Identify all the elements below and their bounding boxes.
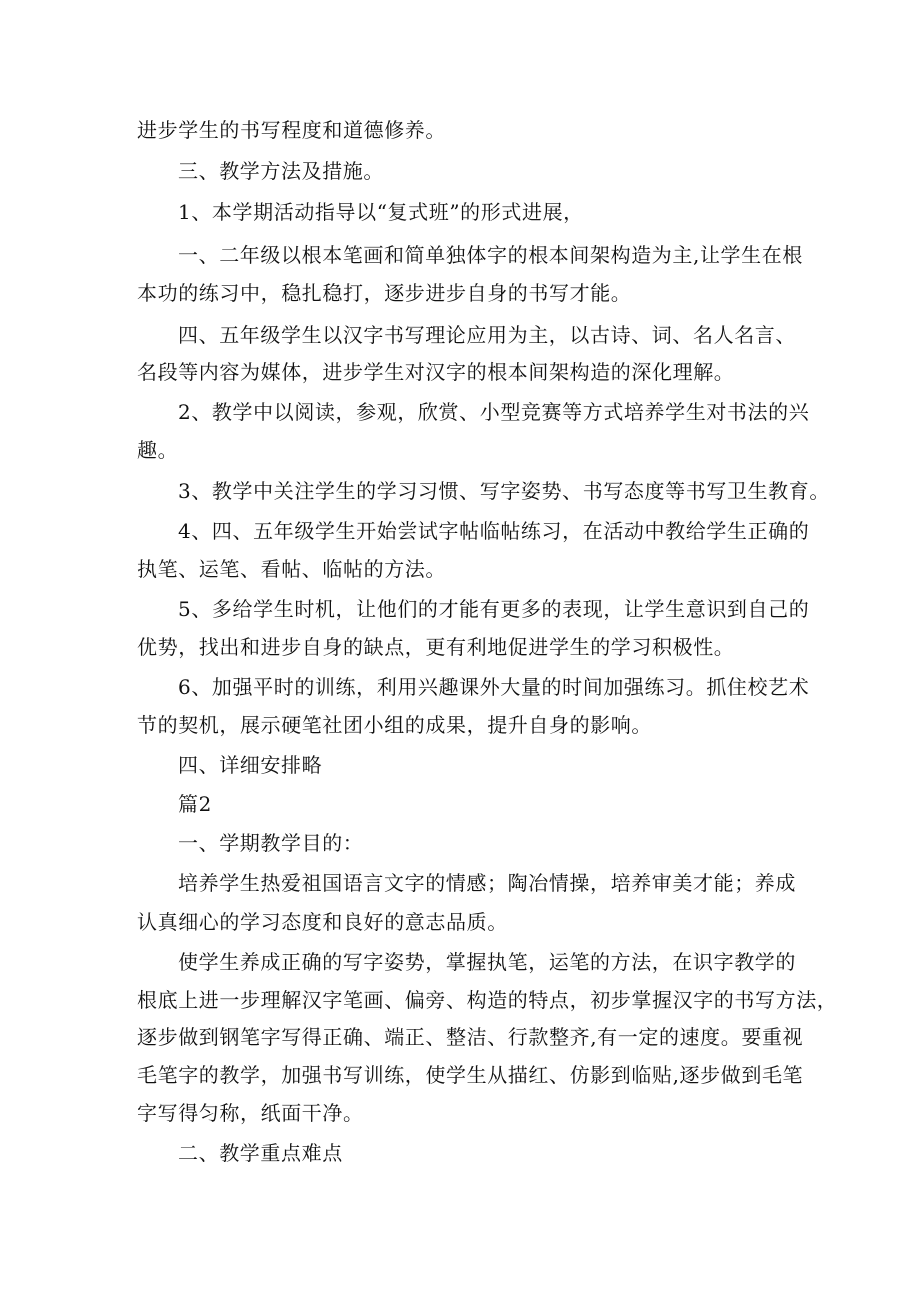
text-line: 逐步做到钢笔字写得正确、端正、整洁、行款整齐,有一定的速度。要重视 bbox=[137, 1025, 804, 1049]
text-line: 一、二年级以根本笔画和简单独体字的根本间架构造为主,让学生在根 bbox=[178, 243, 803, 267]
text-line: 毛笔字的教学，加强书写训练，使学生从描红、仿影到临贴,逐步做到毛笔 bbox=[137, 1063, 804, 1087]
text-line: 节的契机，展示硬笔社团小组的成果，提升自身的影响。 bbox=[137, 713, 652, 737]
text-line: 5、多给学生时机，让他们的才能有更多的表现，让学生意识到自己的 bbox=[178, 597, 810, 621]
text-line: 3、教学中关注学生的学习习惯、写字姿势、书写态度等书写卫生教育。 bbox=[178, 479, 830, 503]
text-line: 根底上进一步理解汉字笔画、偏旁、构造的特点，初步掌握汉字的书写方法， bbox=[137, 988, 838, 1012]
text-line: 字写得匀称，纸面干净。 bbox=[137, 1101, 364, 1125]
text-line: 4、四、五年级学生开始尝试字帖临帖练习，在活动中教给学生正确的 bbox=[178, 519, 810, 543]
text-line: 6、加强平时的训练，利用兴趣课外大量的时间加强练习。抓住校艺术 bbox=[178, 675, 810, 699]
text-line: 本功的练习中，稳扎稳打，逐步进步自身的书写才能。 bbox=[137, 281, 632, 305]
text-line: 1、本学期活动指导以“复式班”的形式进展， bbox=[178, 200, 584, 224]
text-line: 培养学生热爱祖国语言文字的情感；陶冶情操，培养审美才能；养成 bbox=[178, 871, 796, 895]
text-line: 认真细心的学习态度和良好的意志品质。 bbox=[137, 910, 508, 934]
text-line: 优势，找出和进步自身的缺点，更有利地促进学生的学习积极性。 bbox=[137, 635, 735, 659]
chapter-heading: 篇2 bbox=[178, 792, 212, 816]
text-line: 执笔、运笔、看帖、临帖的方法。 bbox=[137, 557, 446, 581]
text-line: 进步学生的书写程度和道德修养。 bbox=[137, 118, 446, 142]
text-line: 三、教学方法及措施。 bbox=[178, 159, 384, 183]
section-heading: 二、教学重点难点 bbox=[178, 1141, 343, 1165]
text-line: 2、教学中以阅读，参观，欣赏、小型竞赛等方式培养学生对书法的兴 bbox=[178, 400, 810, 424]
text-line: 名段等内容为媒体，进步学生对汉字的根本间架构造的深化理解。 bbox=[137, 360, 735, 384]
text-line: 使学生养成正确的写字姿势，掌握执笔，运笔的方法，在识字教学的 bbox=[178, 950, 796, 974]
text-line: 趣。 bbox=[137, 438, 179, 462]
text-line: 四、五年级学生以汉字书写理论应用为主，以古诗、词、名人名言、 bbox=[178, 323, 796, 347]
section-heading: 四、详细安排略 bbox=[178, 753, 323, 777]
section-heading: 一、学期教学目的： bbox=[178, 831, 364, 855]
